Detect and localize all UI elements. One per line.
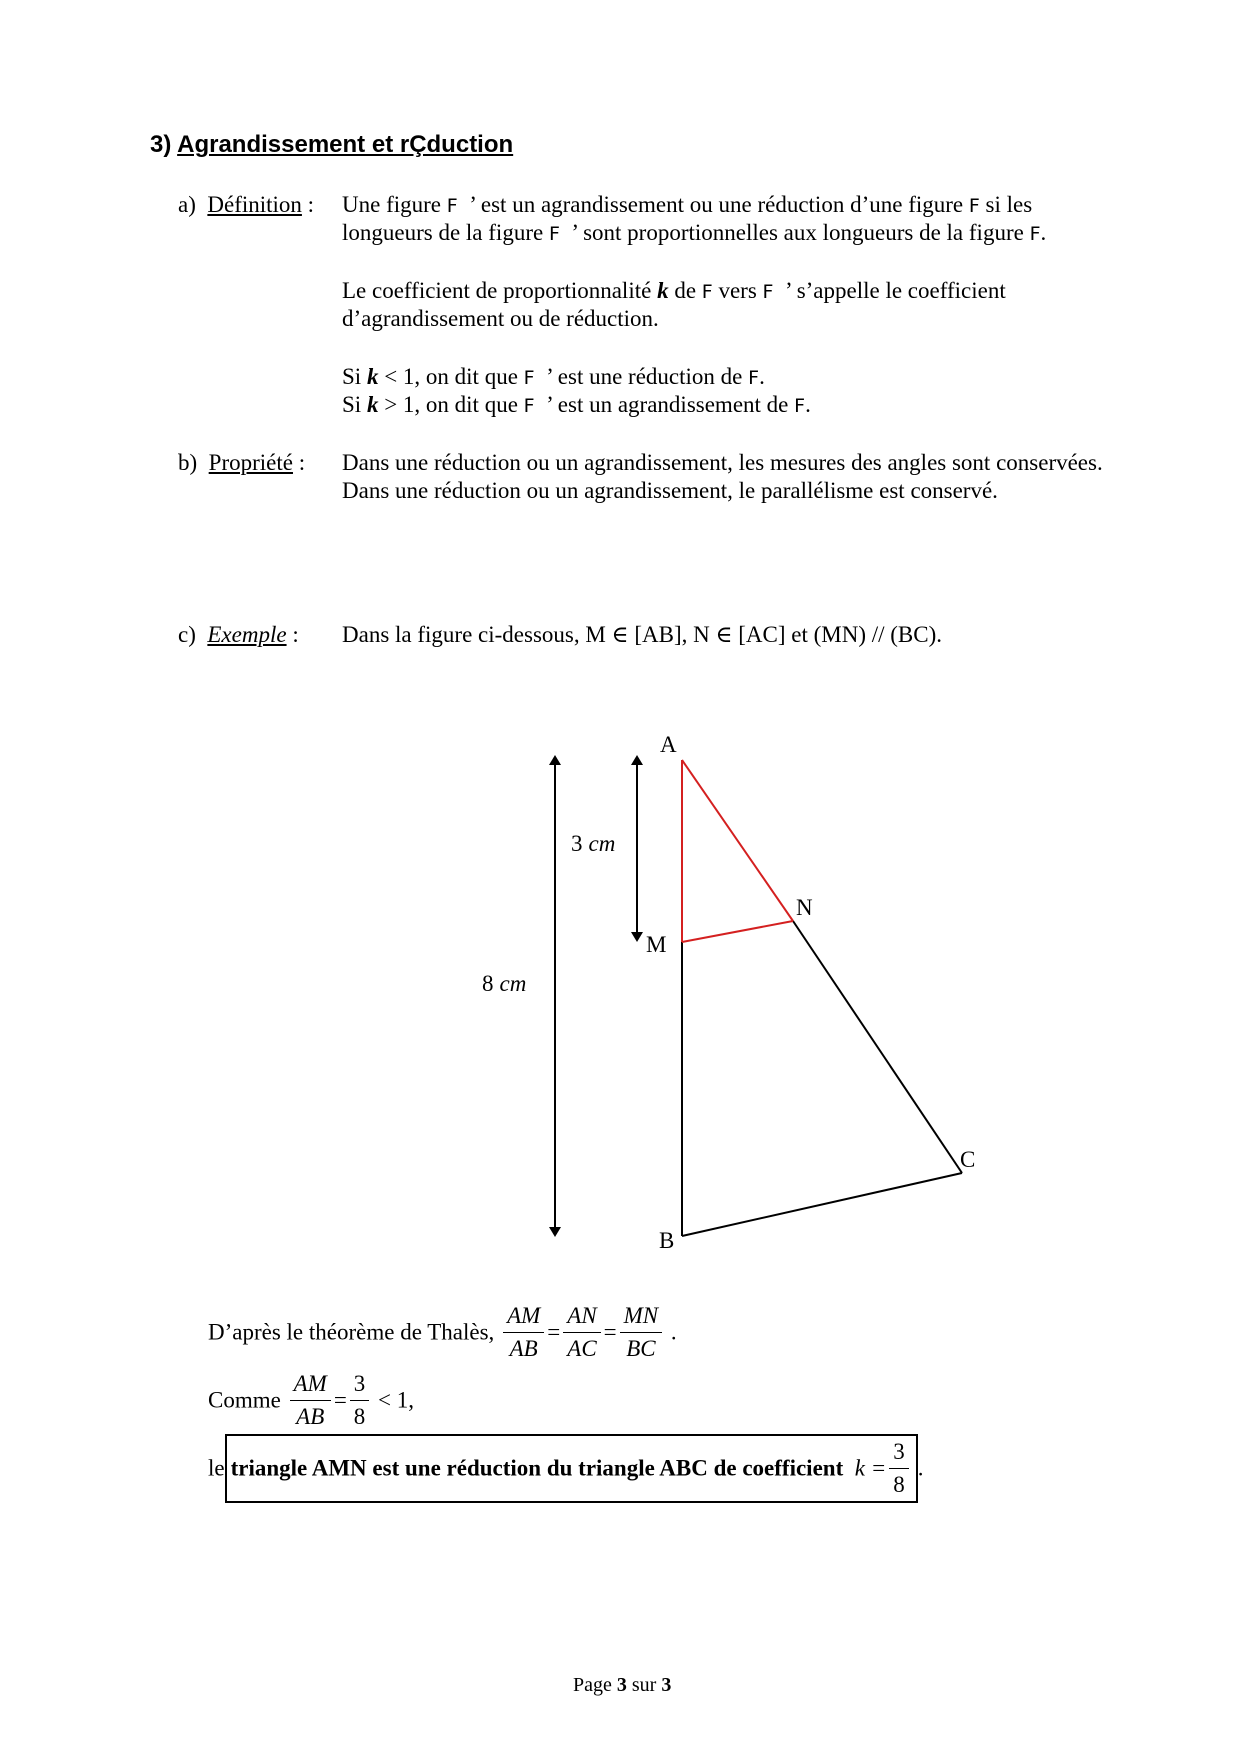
dimension-value: 8 bbox=[482, 971, 494, 996]
text: Si bbox=[342, 392, 367, 417]
prime-mark: ’ bbox=[546, 364, 553, 389]
figure-symbol: F bbox=[794, 395, 806, 417]
example-text: Dans la figure ci-dessous, M ∈ [AB], N ∈ [AC] et (MN) // (BC). bbox=[342, 622, 943, 647]
fraction-am-ab bbox=[290, 1370, 331, 1431]
conclusion-text: triangle AMN est une réduction du triangle ABC de coefficient bbox=[230, 1455, 844, 1481]
k-symbol: k bbox=[366, 392, 379, 417]
text: de bbox=[668, 278, 702, 303]
text: Si bbox=[342, 364, 367, 389]
figure-symbol: F bbox=[748, 367, 760, 389]
figure-symbol: F bbox=[523, 395, 535, 417]
segment-nc bbox=[793, 921, 962, 1173]
figure-symbol: F bbox=[523, 367, 535, 389]
text: . bbox=[805, 392, 811, 417]
text: sont proportionnelles aux longueurs de la figure bbox=[577, 220, 1030, 245]
page-current: 3 bbox=[616, 1674, 627, 1696]
prime-mark: ’ bbox=[546, 392, 553, 417]
dimension-value: 3 bbox=[571, 831, 583, 856]
page-sur: sur bbox=[631, 1674, 657, 1696]
k-equals: k = bbox=[854, 1455, 887, 1481]
conclusion-box bbox=[225, 1434, 918, 1503]
definition-label: Définition bbox=[207, 192, 302, 217]
page-total: 3 bbox=[661, 1674, 672, 1696]
prime-mark: ’ bbox=[571, 220, 578, 245]
k-symbol: k bbox=[366, 364, 379, 389]
denominator: 8 bbox=[353, 1404, 366, 1429]
segment-bc bbox=[682, 1173, 962, 1236]
point-a-label: A bbox=[660, 732, 677, 757]
definition-letter: a) bbox=[178, 192, 196, 217]
segment-an bbox=[682, 760, 793, 921]
definition-colon: : bbox=[301, 192, 315, 217]
figure-symbol: F bbox=[1029, 223, 1041, 245]
figure-symbol: F bbox=[548, 223, 560, 245]
point-n-label: N bbox=[796, 895, 813, 920]
dimension-label-3cm bbox=[571, 831, 615, 856]
property-line-1: Dans une réduction ou un agrandissement, les mesures des angles sont conservées. bbox=[342, 450, 1103, 475]
text: s’appelle le coefficient bbox=[790, 278, 1006, 303]
less-than-one: < 1, bbox=[378, 1387, 415, 1413]
denominator: BC bbox=[626, 1336, 656, 1361]
dimension-unit: cm bbox=[588, 831, 616, 856]
figure-symbol: F bbox=[446, 195, 458, 217]
numerator: 3 bbox=[350, 1370, 370, 1401]
k-symbol: k bbox=[657, 278, 669, 303]
numerator: AN bbox=[563, 1302, 600, 1333]
conclusion-line bbox=[208, 1434, 923, 1503]
denominator: AC bbox=[567, 1336, 597, 1361]
example-label: Exemple bbox=[207, 622, 287, 647]
numerator: 3 bbox=[889, 1438, 909, 1469]
fraction-mn-bc bbox=[620, 1302, 663, 1363]
text: Une figure bbox=[342, 192, 447, 217]
dimension-unit: cm bbox=[499, 971, 527, 996]
fraction-3-8 bbox=[350, 1370, 370, 1431]
segment-mn bbox=[682, 921, 793, 942]
text: . bbox=[759, 364, 765, 389]
period: . bbox=[917, 1455, 924, 1481]
numerator: AM bbox=[290, 1370, 331, 1401]
denominator: AB bbox=[296, 1404, 325, 1429]
section-title-text: Agrandissement et rÇduction bbox=[177, 131, 514, 158]
page-word: Page bbox=[573, 1674, 612, 1696]
period: . bbox=[670, 1319, 677, 1345]
figure-symbol: F bbox=[701, 281, 713, 303]
figure-symbol: F bbox=[762, 281, 774, 303]
property-line-2: Dans une réduction ou un agrandissement, le parallélisme est conservé. bbox=[342, 478, 998, 503]
equals-sign: = bbox=[547, 1319, 561, 1345]
thales-equality bbox=[208, 1302, 677, 1363]
text: est un agrandissement de bbox=[552, 392, 795, 417]
denominator: 8 bbox=[893, 1472, 905, 1497]
text: Le coefficient de proportionnalité bbox=[342, 278, 658, 303]
dimension-label-8cm bbox=[482, 971, 526, 996]
text: > 1, on dit que bbox=[378, 392, 524, 417]
le-text: le bbox=[208, 1455, 225, 1481]
text: est un agrandissement ou une réduction d’une figure bbox=[475, 192, 969, 217]
text: < 1, on dit que bbox=[378, 364, 524, 389]
denominator: AB bbox=[509, 1336, 538, 1361]
text: si les bbox=[979, 192, 1033, 217]
point-c-label: C bbox=[960, 1147, 976, 1172]
property-label: Propriété bbox=[208, 450, 293, 475]
equals-sign: = bbox=[603, 1319, 617, 1345]
figure-symbol: F bbox=[968, 195, 980, 217]
fraction-3-8 bbox=[889, 1438, 909, 1499]
point-b-label: B bbox=[659, 1228, 675, 1253]
thales-text: D’après le théorème de Thalès, bbox=[208, 1319, 495, 1345]
text: est une réduction de bbox=[552, 364, 749, 389]
text: longueurs de la figure bbox=[342, 220, 549, 245]
ratio-comparison bbox=[208, 1370, 414, 1431]
example-colon: : bbox=[286, 622, 299, 647]
prime-mark: ’ bbox=[469, 192, 476, 217]
property-colon: : bbox=[292, 450, 306, 475]
text: . bbox=[1040, 220, 1047, 245]
example-letter: c) bbox=[178, 622, 196, 647]
fraction-an-ac bbox=[563, 1302, 600, 1363]
numerator: AM bbox=[503, 1302, 544, 1333]
text: vers bbox=[712, 278, 763, 303]
property-letter: b) bbox=[178, 450, 198, 475]
page-footer bbox=[573, 1671, 671, 1699]
section-number: 3) bbox=[150, 131, 172, 158]
point-m-label: M bbox=[646, 932, 667, 957]
fraction-am-ab bbox=[503, 1302, 544, 1363]
comme-text: Comme bbox=[208, 1387, 281, 1413]
equals-sign: = bbox=[333, 1387, 347, 1413]
coefficient-line-2: d’agrandissement ou de réduction. bbox=[342, 306, 659, 331]
prime-mark: ’ bbox=[784, 278, 791, 303]
numerator: MN bbox=[620, 1302, 663, 1333]
